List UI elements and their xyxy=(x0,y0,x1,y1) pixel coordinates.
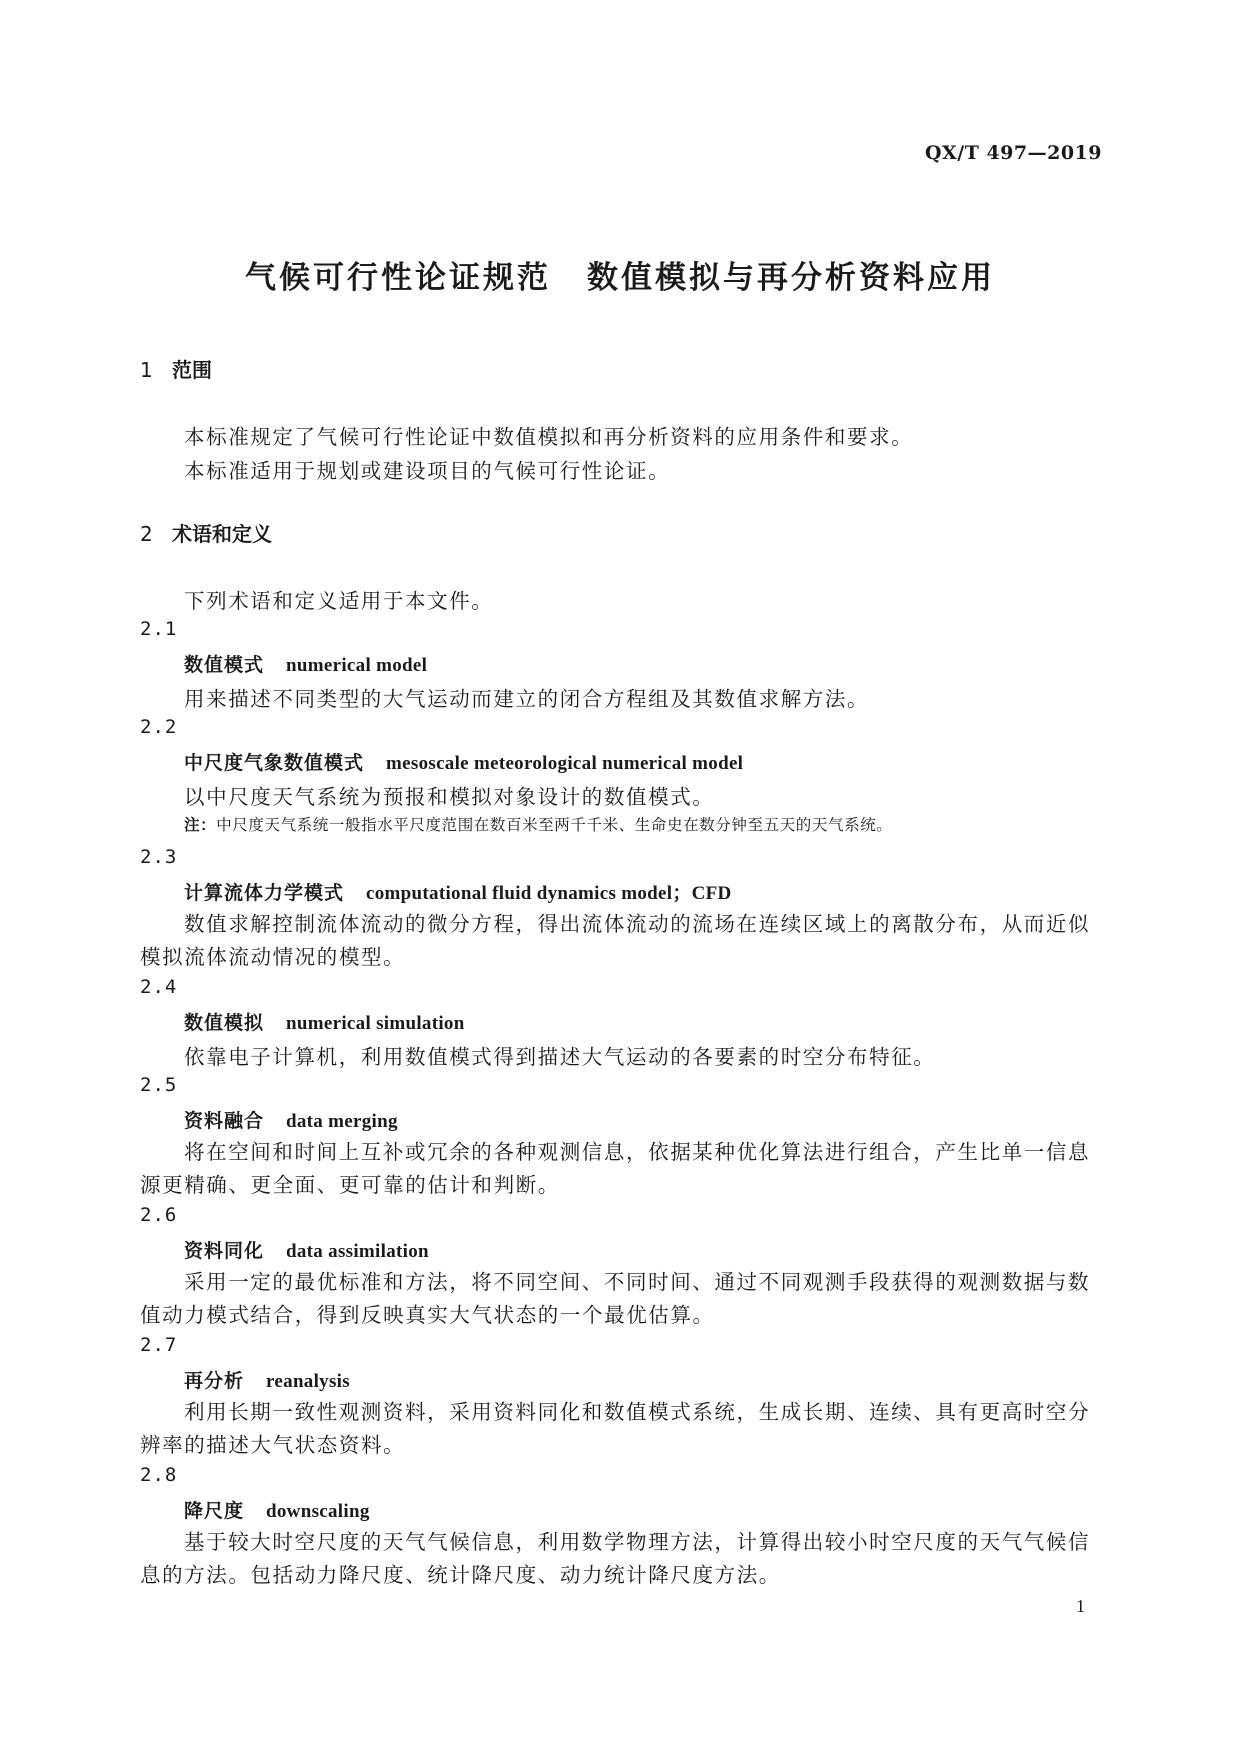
term-number: 2.8 xyxy=(140,1464,178,1486)
note-text: 中尺度天气系统一般指水平尺度范围在数百米至两千千米、生命史在数分钟至五天的天气系统。 xyxy=(216,816,893,834)
term-zh: 中尺度气象数值模式 xyxy=(184,752,365,774)
page-number: 1 xyxy=(1076,1596,1085,1616)
term-en: reanalysis xyxy=(266,1371,350,1392)
term-heading xyxy=(184,748,743,775)
term-zh: 数值模式 xyxy=(184,654,265,676)
term-en: data merging xyxy=(286,1111,398,1132)
title-part-1: 气候可行性论证规范 xyxy=(245,260,551,296)
term-number: 2.7 xyxy=(140,1334,178,1356)
term-definition: 基于较大时空尺度的天气气候信息，利用数学物理方法，计算得出较小时空尺度的天气气候信息的方法。包括动力降尺度、统计降尺度、动力统计降尺度方法。 xyxy=(140,1530,1091,1587)
term-en: numerical simulation xyxy=(286,1013,465,1034)
term-definition: 以中尺度天气系统为预报和模拟对象设计的数值模式。 xyxy=(184,785,715,809)
term-zh: 数值模拟 xyxy=(184,1012,265,1034)
term-zh: 再分析 xyxy=(184,1370,245,1392)
term-definition: 用来描述不同类型的大气运动而建立的闭合方程组及其数值求解方法。 xyxy=(184,687,870,711)
term-note xyxy=(184,813,892,835)
terms-intro: 下列术语和定义适用于本文件。 xyxy=(184,589,494,613)
note-label: 注： xyxy=(184,816,217,834)
term-definition: 依靠电子计算机，利用数值模式得到描述大气运动的各要素的时空分布特征。 xyxy=(184,1045,936,1069)
section-heading-terms xyxy=(140,518,272,547)
scope-paragraph-2: 本标准适用于规划或建设项目的气候可行性论证。 xyxy=(184,459,671,483)
term-en: numerical model xyxy=(286,655,428,676)
term-heading xyxy=(184,1236,429,1263)
term-en: data assimilation xyxy=(286,1241,429,1262)
term-definition: 将在空间和时间上互补或冗余的各种观测信息，依据某种优化算法进行组合，产生比单一信息源更精确、更全面、更可靠的估计和判断。 xyxy=(140,1140,1091,1197)
scope-paragraph-1: 本标准规定了气候可行性论证中数值模拟和再分析资料的应用条件和要求。 xyxy=(184,425,914,449)
term-number: 2.3 xyxy=(140,846,178,868)
term-number: 2.4 xyxy=(140,976,178,998)
term-en: computational fluid dynamics model；CFD xyxy=(366,883,732,904)
term-heading xyxy=(184,1008,465,1035)
term-en: downscaling xyxy=(266,1501,370,1522)
section-title: 术语和定义 xyxy=(172,522,272,546)
term-heading xyxy=(184,1496,370,1523)
section-number: 1 xyxy=(140,358,153,382)
term-number: 2.1 xyxy=(140,618,178,640)
term-en: mesoscale meteorological numerical model xyxy=(386,753,744,774)
section-title: 范围 xyxy=(172,358,212,382)
term-zh: 资料融合 xyxy=(184,1110,265,1132)
term-definition: 利用长期一致性观测资料，采用资料同化和数值模式系统，生成长期、连续、具有更高时空分辨率的描述大气状态资料。 xyxy=(140,1400,1091,1457)
term-heading xyxy=(184,1366,350,1393)
term-heading xyxy=(184,1106,398,1133)
title-part-2: 数值模拟与再分析资料应用 xyxy=(587,260,995,296)
term-heading xyxy=(184,650,427,677)
term-zh: 资料同化 xyxy=(184,1240,265,1262)
term-definition: 采用一定的最优标准和方法，将不同空间、不同时间、通过不同观测手段获得的观测数据与数值动力模式结合，得到反映真实大气状态的一个最优估算。 xyxy=(140,1270,1091,1327)
term-number: 2.2 xyxy=(140,716,178,738)
term-number: 2.6 xyxy=(140,1204,178,1226)
section-heading-scope xyxy=(140,354,212,383)
document-title xyxy=(0,252,1240,297)
standard-code: QX/T 497—2019 xyxy=(924,142,1102,164)
term-zh: 降尺度 xyxy=(184,1500,245,1522)
term-heading xyxy=(184,878,732,905)
term-zh: 计算流体力学模式 xyxy=(184,882,345,904)
term-definition: 数值求解控制流体流动的微分方程，得出流体流动的流场在连续区域上的离散分布，从而近似模拟流体流动情况的模型。 xyxy=(140,912,1091,969)
section-number: 2 xyxy=(140,522,153,546)
term-number: 2.5 xyxy=(140,1074,178,1096)
